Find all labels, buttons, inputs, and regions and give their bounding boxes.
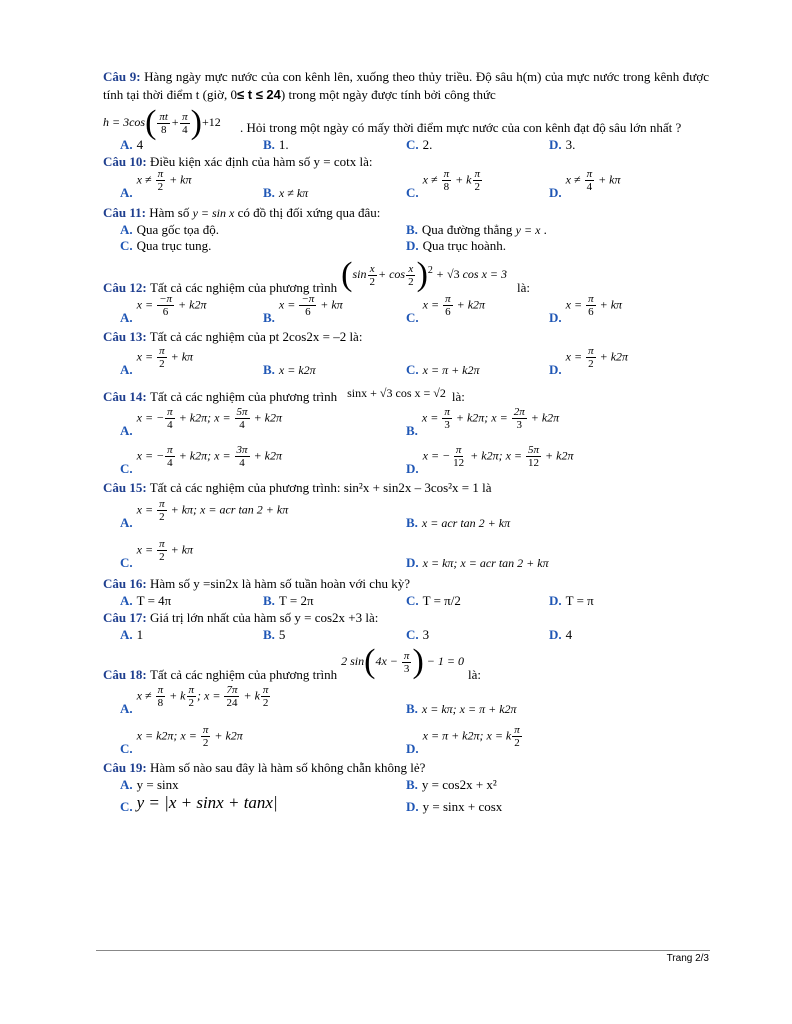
option-label: A. (120, 701, 133, 716)
option-text: Qua gốc tọa độ. (136, 222, 219, 237)
question-13-text: Tất cả các nghiệm của pt 2cos2x = –2 là: (149, 329, 363, 344)
option-d[interactable]: D. x = $\frac{\pi}{2}$ + k2π (549, 345, 629, 377)
option-b[interactable]: B. x = $\frac{\pi}{3}$ + k2π; x = $\frac{2\pi}{3}$ + k2π (406, 406, 560, 438)
question-9-options (120, 137, 709, 153)
option-label: C. (120, 741, 133, 756)
q9-formula-prefix: h = 3cos (103, 114, 146, 129)
question-9-text-2: ) trong một ngày được tính bởi công thức (280, 87, 496, 102)
question-17-number: Câu 17: (103, 610, 147, 625)
option-c[interactable]: C. x = − $\frac{\pi}{4}$ + k2π; x = $\frac{3\pi}{4}$ + k2π (120, 444, 282, 476)
question-9-text-3: . Hỏi trong một ngày có mấy thời điểm mực nước của con kênh đạt độ sâu lớn nhất ? (240, 120, 682, 135)
option-c[interactable] (406, 137, 549, 153)
option-b[interactable] (406, 777, 692, 793)
option-c[interactable]: C. x = k2π; x = $\frac{\pi}{2}$ + k2π (120, 724, 243, 756)
option-label: D. (406, 238, 419, 253)
option-label: A. (120, 222, 133, 237)
option-text: 1. (278, 137, 289, 152)
option-a[interactable]: A. x = − $\frac{\pi}{4}$ + k2π; x = $\frac{5\pi}{4}$ + k2π (120, 406, 282, 438)
question-18-equation: 2 sin(4x − $\frac{\pi}{3}$ ) − 1 = 0 (341, 643, 464, 680)
option-label: A. (120, 423, 133, 438)
option-text: 3 (422, 627, 430, 642)
option-text: Qua trục hoành. (422, 238, 507, 253)
question-11-options-row1 (120, 222, 709, 238)
question-11-number: Câu 11: (103, 205, 146, 220)
question-11-options-row2 (120, 238, 709, 254)
option-label: D. (549, 627, 562, 642)
question-15-options-row1 (120, 497, 709, 531)
question-16-text: Hàm số y =sin2x là hàm số tuần hoàn với chu kỳ? (149, 576, 411, 591)
option-label: A. (120, 515, 133, 530)
option-a[interactable] (120, 137, 263, 153)
question-12 (103, 256, 709, 296)
option-text-end: . (543, 222, 547, 237)
exam-page (103, 68, 709, 815)
question-14-text: Tất cả các nghiệm của phương trình (149, 389, 338, 404)
option-label: A. (120, 185, 133, 200)
option-label: D. (549, 185, 562, 200)
option-b[interactable]: B. x ≠ kπ (263, 185, 309, 200)
option-label: C. (120, 461, 133, 476)
option-text: 3. (565, 137, 576, 152)
option-label: B. (263, 362, 275, 377)
option-b[interactable]: B. x = $\frac{-\pi}{6}$ + kπ (263, 293, 343, 325)
inequality-start: 0 (230, 87, 237, 102)
question-12-options (120, 293, 709, 326)
option-label: C. (406, 593, 419, 608)
option-text: y = sinx (136, 777, 179, 792)
option-a[interactable] (120, 777, 406, 793)
option-b[interactable] (263, 137, 406, 153)
question-18 (103, 643, 709, 683)
option-c[interactable]: C. x = π + k2π (406, 362, 480, 377)
option-label: B. (263, 627, 275, 642)
option-text: 4 (565, 627, 573, 642)
option-label: D. (549, 310, 562, 325)
option-a[interactable]: A. x ≠ $\frac{\pi}{8}$ + k $\frac{\pi}{2}$ ; x = $\frac{7\pi}{24}$ + k $\frac{\pi}{2}$ (120, 684, 269, 716)
question-9-number: Câu 9: (103, 69, 141, 84)
question-16-options (120, 593, 709, 609)
option-b[interactable]: B. x = kπ; x = π + k2π (406, 701, 517, 716)
option-label: D. (549, 137, 562, 152)
question-18-options-row1 (120, 683, 709, 717)
option-c[interactable] (406, 627, 549, 643)
option-math: y = x (515, 223, 541, 237)
question-19-options-row1 (120, 777, 709, 793)
footer-divider (96, 950, 710, 951)
option-label: B. (263, 593, 275, 608)
question-15-number: Câu 15: (103, 480, 147, 495)
option-a[interactable]: A. x = $\frac{\pi}{2}$ + kπ; x = acr tan 2 + kπ (120, 498, 289, 530)
option-label: A. (120, 362, 133, 377)
option-label: B. (263, 310, 275, 325)
question-18-number: Câu 18: (103, 667, 147, 682)
option-label: A. (120, 627, 133, 642)
option-a[interactable]: A. x ≠ $\frac{\pi}{2}$ + kπ (120, 168, 192, 200)
option-label: D. (406, 799, 419, 814)
option-b[interactable] (263, 627, 406, 643)
option-a[interactable] (120, 627, 263, 643)
option-d[interactable]: D. x = $\frac{\pi}{6}$ + kπ (549, 293, 623, 325)
question-12-equation: (sin $\frac{x}{2}$ + cos $\frac{x}{2}$ )$^2$ + √3 cos x = 3 (341, 256, 508, 293)
question-11-function: y = sin x (192, 206, 235, 220)
question-12-end: là: (517, 280, 531, 295)
question-12-text: Tất cả các nghiệm của phương trình (149, 280, 338, 295)
question-15-options-row2 (120, 531, 709, 571)
option-label: B. (406, 701, 418, 716)
option-text: T = π/2 (422, 593, 461, 608)
option-d[interactable] (406, 238, 692, 254)
option-d[interactable]: D. x = − $\frac{\pi}{12}$ + k2π; x = $\frac{5\pi}{12}$ + k2π (406, 444, 574, 476)
option-label: B. (406, 423, 418, 438)
option-b[interactable]: B. x = acr tan 2 + kπ (406, 515, 511, 530)
option-c[interactable]: C. x = $\frac{\pi}{2}$ + kπ (120, 538, 194, 570)
question-16 (103, 575, 709, 593)
option-a[interactable]: A. x = $\frac{\pi}{2}$ + kπ (120, 345, 194, 377)
question-19-number: Câu 19: (103, 760, 147, 775)
option-c[interactable] (120, 793, 406, 815)
question-13-number: Câu 13: (103, 329, 147, 344)
question-18-options-row2 (120, 717, 709, 757)
question-14-options-row2 (120, 439, 709, 477)
option-c[interactable] (120, 238, 406, 254)
question-18-text: Tất cả các nghiệm của phương trình (149, 667, 338, 682)
option-label: A. (120, 593, 133, 608)
question-17-text: Giá trị lớn nhất của hàm số y = cos2x +3 là: (149, 610, 379, 625)
question-9 (103, 68, 709, 104)
option-text: y = sinx + cosx (422, 799, 503, 814)
question-15 (103, 479, 709, 497)
q9-formula-suffix: +12 (201, 114, 221, 129)
option-label: B. (263, 137, 275, 152)
option-label: D. (406, 555, 419, 570)
option-label: C. (406, 137, 419, 152)
option-text: 1 (136, 627, 144, 642)
question-17 (103, 609, 709, 627)
option-label: C. (406, 310, 419, 325)
option-text: Qua đường thẳng (421, 222, 513, 237)
question-10-number: Câu 10: (103, 154, 147, 169)
question-12-number: Câu 12: (103, 280, 147, 295)
question-14-equation: sinx + √3 cos x = √2 (347, 386, 446, 400)
option-c[interactable]: C. x ≠ $\frac{\pi}{8}$ + k $\frac{\pi}{2}$ (406, 168, 481, 200)
question-14 (103, 386, 709, 405)
option-c[interactable]: C. x = $\frac{\pi}{6}$ + k2π (406, 293, 486, 325)
question-10-text: Điều kiện xác định của hàm số y = cotx là: (149, 154, 373, 169)
option-label: C. (406, 362, 419, 377)
option-label: B. (406, 777, 418, 792)
option-label: C. (120, 555, 133, 570)
option-text: T = 2π (278, 593, 314, 608)
option-d[interactable]: D. x = π + k2π; x = k $\frac{\pi}{2}$ (406, 724, 520, 756)
question-9-text: Hàng ngày mực nước của con kênh lên, xuống theo thủy triều. Độ sâu h(m) của mực nước trong kênh được tính tại thời điểm t (giờ, (103, 69, 710, 102)
option-text: y = cos2x + x² (421, 777, 497, 792)
question-11-text: Hàm số (149, 205, 190, 220)
option-d[interactable]: D. x = kπ; x = acr tan 2 + kπ (406, 555, 549, 570)
option-d[interactable] (406, 799, 692, 815)
option-b[interactable] (406, 222, 692, 238)
option-a[interactable] (120, 222, 406, 238)
option-label: D. (406, 741, 419, 756)
option-label: D. (549, 593, 562, 608)
option-b[interactable]: B. x = k2π (263, 362, 316, 377)
inequality-range: ≤ t ≤ 24 (237, 87, 281, 102)
option-text: y = |x + sinx + tanx| (136, 793, 278, 812)
question-19 (103, 759, 709, 777)
question-13 (103, 328, 709, 346)
option-label: B. (406, 515, 418, 530)
option-label: A. (120, 137, 133, 152)
question-11-text-2: có đồ thị đối xứng qua đâu: (237, 205, 381, 220)
option-d[interactable] (549, 627, 692, 643)
option-text: 4 (136, 137, 144, 152)
option-text: 2. (422, 137, 433, 152)
option-label: C. (120, 238, 133, 253)
option-d[interactable]: D. x ≠ $\frac{\pi}{4}$ + kπ (549, 168, 621, 200)
question-10-options (120, 168, 709, 201)
question-14-end: là: (451, 389, 465, 404)
option-text: T = π (565, 593, 594, 608)
question-19-options-row2 (120, 793, 709, 815)
question-19-text: Hàm số nào sau đây là hàm số không chẵn không lẻ? (149, 760, 426, 775)
option-label: C. (120, 799, 133, 814)
option-a[interactable]: A. x = $\frac{-\pi}{6}$ + k2π (120, 293, 207, 325)
option-label: B. (406, 222, 418, 237)
option-a[interactable] (120, 593, 263, 609)
question-11 (103, 204, 709, 222)
option-d[interactable] (549, 137, 692, 153)
question-14-options-row1 (120, 405, 709, 439)
option-label: A. (120, 777, 133, 792)
option-label: A. (120, 310, 133, 325)
question-16-number: Câu 16: (103, 576, 147, 591)
q9-formula: h = 3cos( $\frac{\pi t}{8}$ + $\frac{\pi}{4}$ )+12 (103, 104, 221, 141)
page-number: Trang 2/3 (666, 953, 709, 964)
option-label: D. (406, 461, 419, 476)
option-d[interactable] (549, 593, 692, 609)
option-label: B. (263, 185, 275, 200)
option-text: Qua trục tung. (136, 238, 212, 253)
option-label: D. (549, 362, 562, 377)
option-label: C. (406, 627, 419, 642)
question-18-end: là: (467, 667, 481, 682)
question-15-text: Tất cả các nghiệm của phương trình: sin²x + sin2x – 3cos²x = 1 là (149, 480, 492, 495)
option-c[interactable] (406, 593, 549, 609)
option-b[interactable] (263, 593, 406, 609)
option-text: T = 4π (136, 593, 172, 608)
question-17-options (120, 627, 709, 643)
option-label: C. (406, 185, 419, 200)
question-13-options (120, 346, 709, 378)
question-14-number: Câu 14: (103, 389, 147, 404)
option-text: 5 (278, 627, 286, 642)
